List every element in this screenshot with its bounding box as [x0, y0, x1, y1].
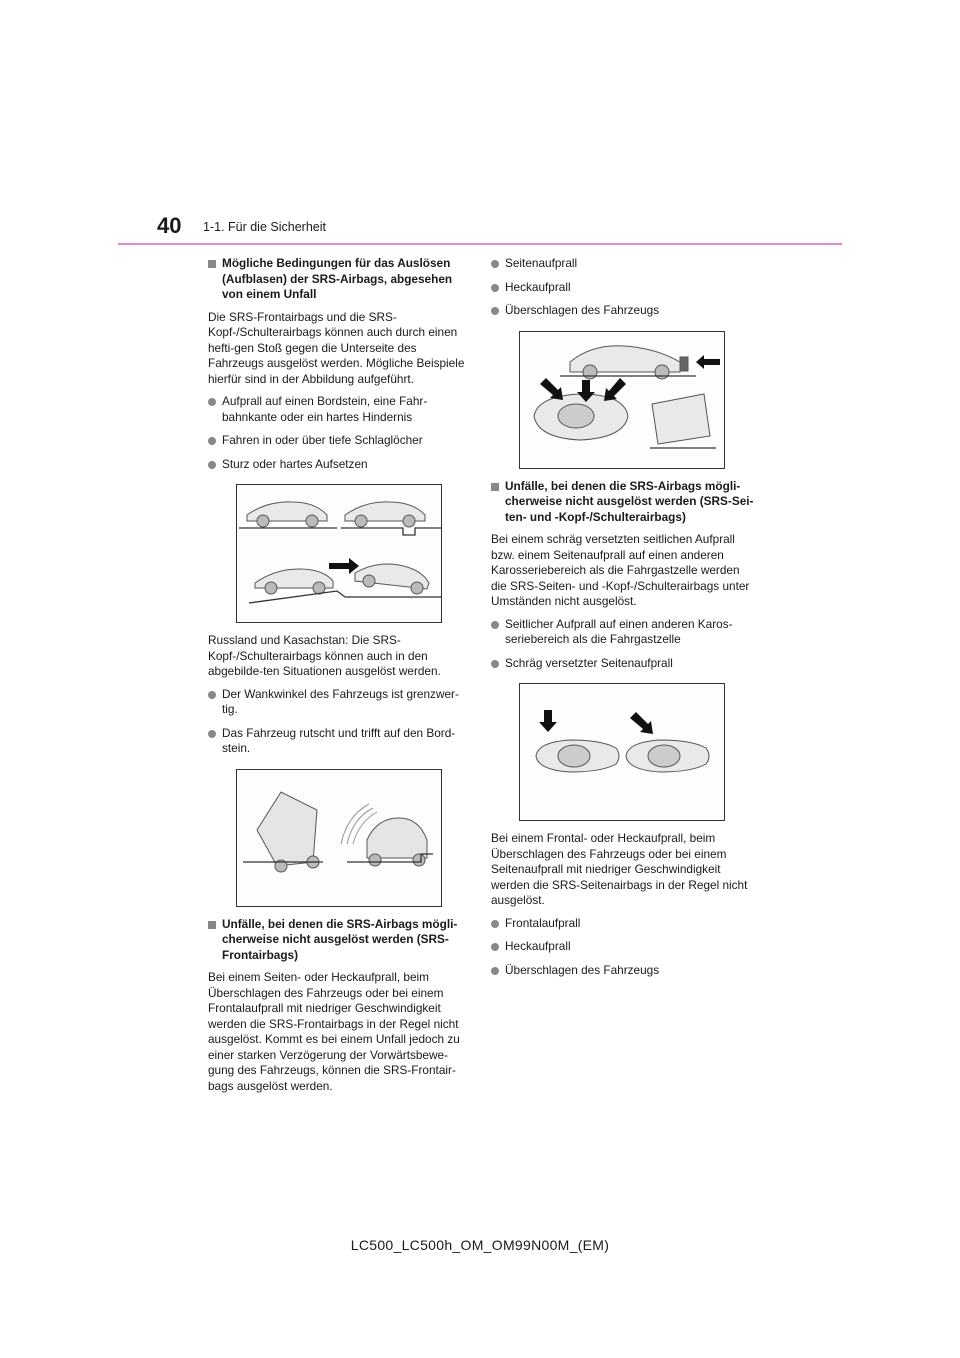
- square-bullet-icon: [491, 483, 499, 491]
- paragraph: Die SRS-Frontairbags und die SRS-Kopf-/Schulterairbags können auch durch einen hefti-gen Stoß gegen die Unterseite des Fahrzeugs ausgelöst werden. Mögliche Beispiele hierfür sind in der Abbildung aufgeführt.: [208, 309, 465, 386]
- heading-side-airbag-no-deploy: Unfälle, bei denen die SRS-Airbags mögli-cherweise nicht ausgelöst werden (SRS-Sei-ten- und -Kopf-/Schulterairbags): [491, 479, 756, 526]
- list-item: Das Fahrzeug rutscht und trifft auf den Bord-stein.: [208, 726, 473, 757]
- round-bullet-icon: [208, 730, 216, 738]
- oblique-side-impact-illustration: [520, 684, 724, 820]
- footer-doc-code: LC500_LC500h_OM_OM99N00M_(EM): [350, 1237, 610, 1253]
- list-item: Überschlagen des Fahrzeugs: [491, 303, 756, 319]
- list-item: Aufprall auf einen Bordstein, eine Fahr-bahnkante oder ein hartes Hindernis: [208, 394, 473, 425]
- heading-frontal-airbag-no-deploy: Unfälle, bei denen die SRS-Airbags mögli-cherweise nicht ausgelöst werden (SRS-Frontairbags): [208, 917, 473, 964]
- side-rear-rollover-illustration: [520, 332, 724, 468]
- round-bullet-icon: [208, 691, 216, 699]
- square-bullet-icon: [208, 921, 216, 929]
- round-bullet-icon: [491, 943, 499, 951]
- list-item: Heckaufprall: [491, 280, 756, 296]
- paragraph: Russland und Kasachstan: Die SRS-Kopf-/Schulterairbags können auch in den abgebilde-ten Situationen ausgelöst werden.: [208, 633, 441, 678]
- square-bullet-icon: [208, 260, 216, 268]
- heading-non-accident-deployment: Mögliche Bedingungen für das Auslösen (Aufblasen) der SRS-Airbags, abgesehen von einem Unfall: [208, 256, 473, 303]
- paragraph: Bei einem Seiten- oder Heckaufprall, beim Überschlagen des Fahrzeugs oder bei einem Frontalaufprall mit niedriger Geschwindigkeit werden die SRS-Frontairbags in der Regel nicht ausgelöst. Kommt es bei einem Unfall jedoch zu einer starken Verzögerung der Vorwärtsbewe-gung des Fahrzeugs, können die SRS-Frontair-bags ausgelöst werden.: [208, 970, 460, 1093]
- list-item: Überschlagen des Fahrzeugs: [491, 963, 756, 979]
- round-bullet-icon: [208, 437, 216, 445]
- list-item: Sturz oder hartes Aufsetzen: [208, 457, 473, 473]
- left-column: [208, 256, 473, 1101]
- round-bullet-icon: [491, 260, 499, 268]
- header-rule: [118, 243, 842, 245]
- figure-oblique-side-impact: [519, 683, 725, 821]
- list-item: Frontalaufprall: [491, 916, 756, 932]
- figure-roll-and-slide: [236, 769, 442, 907]
- round-bullet-icon: [491, 284, 499, 292]
- figure-underbody-impacts: [236, 484, 442, 623]
- page-number: 40: [157, 213, 182, 238]
- right-column: [491, 256, 756, 986]
- list-item: Heckaufprall: [491, 939, 756, 955]
- figure-side-rear-rollover: [519, 331, 725, 469]
- round-bullet-icon: [491, 920, 499, 928]
- paragraph: Bei einem schräg versetzten seitlichen Aufprall bzw. einem Seitenaufprall auf einen anderen Karosseriebereich als die Fahrgastzelle werden die SRS-Seiten- und -Kopf-/Schulterairbags unter Umständen nicht ausgelöst.: [491, 532, 750, 608]
- list-item: Der Wankwinkel des Fahrzeugs ist grenzwer-tig.: [208, 687, 473, 718]
- list-item: Schräg versetzter Seitenaufprall: [491, 656, 756, 672]
- underbody-impact-illustration: [237, 485, 441, 622]
- round-bullet-icon: [491, 967, 499, 975]
- round-bullet-icon: [491, 660, 499, 668]
- round-bullet-icon: [491, 621, 499, 629]
- paragraph: Bei einem Frontal- oder Heckaufprall, beim Überschlagen des Fahrzeugs oder bei einem Seitenaufprall mit niedriger Geschwindigkeit werden die SRS-Seitenairbags in der Regel nicht ausgelöst.: [491, 831, 748, 907]
- roll-slide-illustration: [237, 770, 441, 906]
- round-bullet-icon: [491, 307, 499, 315]
- section-title: 1-1. Für die Sicherheit: [203, 220, 326, 234]
- round-bullet-icon: [208, 398, 216, 406]
- list-item: Fahren in oder über tiefe Schlaglöcher: [208, 433, 473, 449]
- round-bullet-icon: [208, 461, 216, 469]
- list-item: Seitenaufprall: [491, 256, 756, 272]
- list-item: Seitlicher Aufprall auf einen anderen Karos-seriebereich als die Fahrgastzelle: [491, 617, 756, 648]
